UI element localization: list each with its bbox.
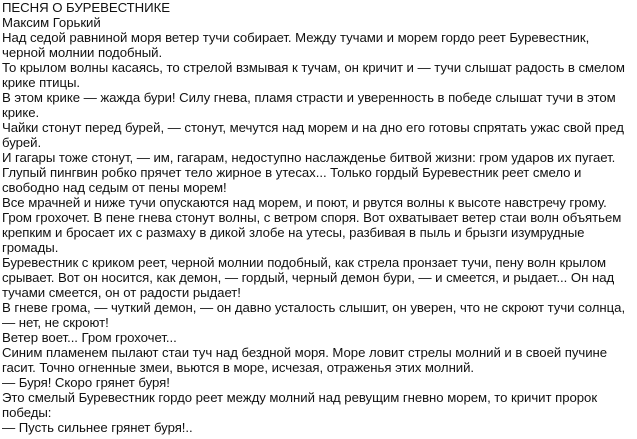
- paragraph: То крылом волны касаясь, то стрелой взмывая к тучам, он кричит и — тучи слышат радость в смелом крике птицы.: [2, 60, 625, 90]
- paragraph: Все мрачней и ниже тучи опускаются над морем, и поют, и рвутся волны к высоте навстречу грому.: [2, 195, 607, 210]
- paragraph: Гром грохочет. В пене гнева стонут волны, с ветром споря. Вот охватывает ветер стаи волн объятьем крепким и бросает их с размаху в дикой злобе на утесы, разбивая в пыль и брызги изумрудные громады.: [2, 210, 622, 255]
- paragraph: В этом крике — жажда бури! Силу гнева, пламя страсти и уверенность в победе слышат тучи в этом крике.: [2, 90, 616, 120]
- poem-author: Максим Горький: [2, 15, 101, 30]
- paragraph: Чайки стонут перед бурей, — стонут, мечутся над морем и на дно его готовы спрятать ужас свой пред бурей.: [2, 120, 624, 150]
- poem-title: ПЕСНЯ О БУРЕВЕСТНИКЕ: [2, 0, 170, 15]
- paragraph: Над седой равниной моря ветер тучи собирает. Между тучами и морем гордо реет Буревестник, черной молнии подобный.: [2, 30, 590, 60]
- paragraph: Буревестник с криком реет, черной молнии подобный, как стрела пронзает тучи, пену волн крылом срывает. Вот он носится, как демон, — гордый, черный демон бури, — и смеется, и рыдает... Он над тучами смеется, он от радости рыдает!: [2, 255, 615, 300]
- paragraph: — Буря! Скоро грянет буря!: [2, 375, 170, 390]
- paragraph: И гагары тоже стонут, — им, гагарам, недоступно наслажденье битвой жизни: гром ударов их пугает.: [2, 150, 616, 165]
- paragraph: Ветер воет... Гром грохочет...: [2, 330, 177, 345]
- paragraph: Синим пламенем пылают стаи туч над бездной моря. Море ловит стрелы молний и в своей пучине гасит. Точно огненные змеи, вьются в море, исчезая, отраженья этих молний.: [2, 345, 608, 375]
- paragraph: Глупый пингвин робко прячет тело жирное в утесах... Только гордый Буревестник реет смело и свободно над седым от пены морем!: [2, 165, 582, 195]
- paragraph: — Пусть сильнее грянет буря!..: [2, 420, 193, 435]
- paragraph: В гневе грома, — чуткий демон, — он давно усталость слышит, он уверен, что не скроют тучи солнца, — нет, не скроют!: [2, 300, 626, 330]
- paragraph: Это смелый Буревестник гордо реет между молний над ревущим гневно морем, то кричит пророк победы:: [2, 390, 598, 420]
